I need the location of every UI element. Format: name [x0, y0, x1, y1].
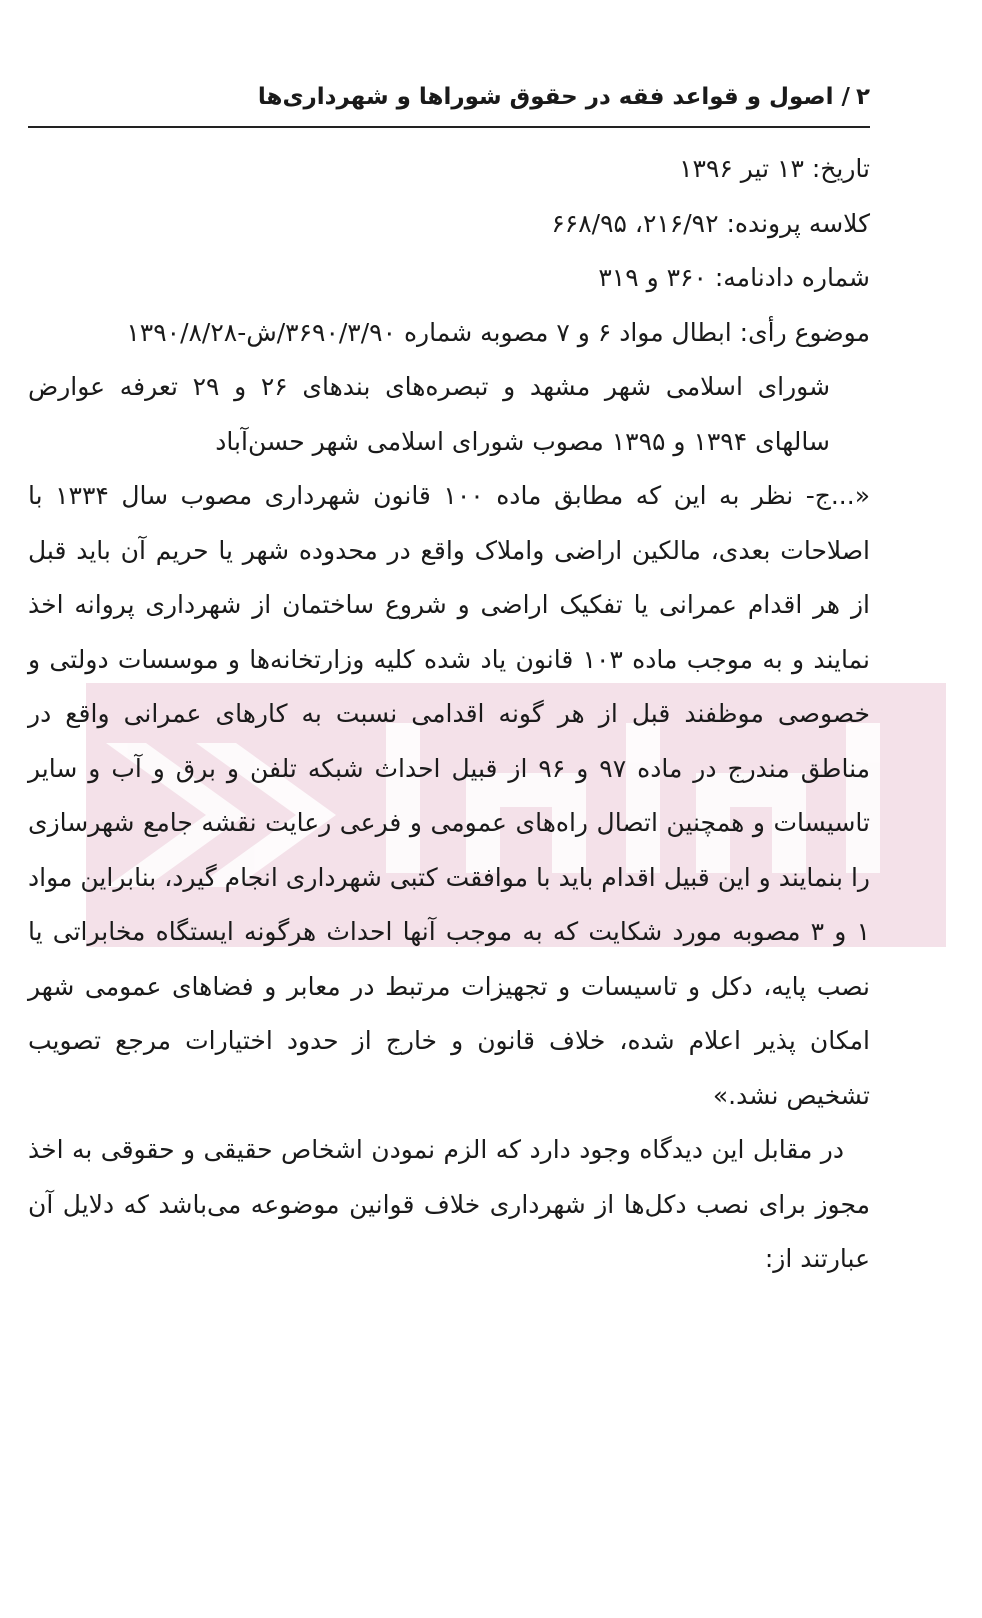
file-number: کلاسه پرونده: ۲۱۶/۹۲، ۶۶۸/۹۵	[551, 208, 870, 238]
header-separator: /	[841, 84, 850, 110]
page-body	[28, 142, 870, 1287]
verdict-number: شماره دادنامه: ۳۶۰ و ۳۱۹	[598, 263, 870, 292]
subject-continuation: شورای اسلامی شهر مشهد و تبصره‌های بندهای ۲۶ و ۲۹ تعرفه عوارض سالهای ۱۳۹۴ و ۱۳۹۵ مصوب شورای اسلامی شهر حسن‌آباد	[28, 372, 831, 456]
page-header	[28, 70, 870, 124]
book-title: اصول و قواعد فقه در حقوق شوراها و شهرداری‌ها	[257, 84, 834, 110]
header-divider	[28, 126, 870, 128]
verdict-subject	[28, 306, 870, 470]
quoted-verdict: «...ج- نظر به این که مطابق ماده ۱۰۰ قانون شهرداری مصوب سال ۱۳۳۴ با اصلاحات بعدی، مالکین اراضی واملاک واقع در محدوده شهر یا حریم آن باید قبل از هر اقدام عمرانی یا تفکیک اراضی و شروع ساختمان از شهرداری پروانه اخذ نمایند و به موجب ماده ۱۰۳ قانون یاد شده کلیه وزارتخانه‌ها و موسسات دولتی و خصوصی موظفند قبل از هر گونه اقدامی نسبت به کارهای عمرانی واقع در مناطق مندرج در ماده ۹۷ و ۹۶ از قبیل احداث شبکه تلفن و برق و آب و سایر تاسیسات و همچنین اتصال راه‌های عمومی و فرعی رعایت نقشه جامع شهرسازی را بنمایند و این قبیل اقدام باید با موافقت کتبی شهرداری انجام گیرد، بنابراین مواد ۱ و ۳ مصوبه مورد شکایت که به موجب آنها احداث هرگونه ایستگاه مخابراتی یا نصب پایه، دکل و تاسیسات و تجهیزات مرتبط در معابر و فضاهای عمومی شهر امکان پذیر اعلام شده، خلاف قانون و خارج از حدود اختیارات مرجع تصویب تشخیص نشد.»	[28, 481, 870, 1110]
page-number: ۲	[855, 84, 870, 110]
body-paragraph: در مقابل این دیدگاه وجود دارد که الزم نمودن اشخاص حقیقی و حقوقی به اخذ مجوز برای نصب دکل‌ها از شهرداری خلاف قوانین موضوعه می‌باشد که دلایل آن عبارتند از:	[28, 1135, 870, 1273]
subject-first-line: موضوع رأی: ابطال مواد ۶ و ۷ مصوبه شماره ۳۶۹۰/۳/۹۰/ش-۱۳۹۰/۸/۲۸	[126, 317, 870, 347]
verdict-date: تاریخ: ۱۳ تیر ۱۳۹۶	[679, 154, 870, 183]
